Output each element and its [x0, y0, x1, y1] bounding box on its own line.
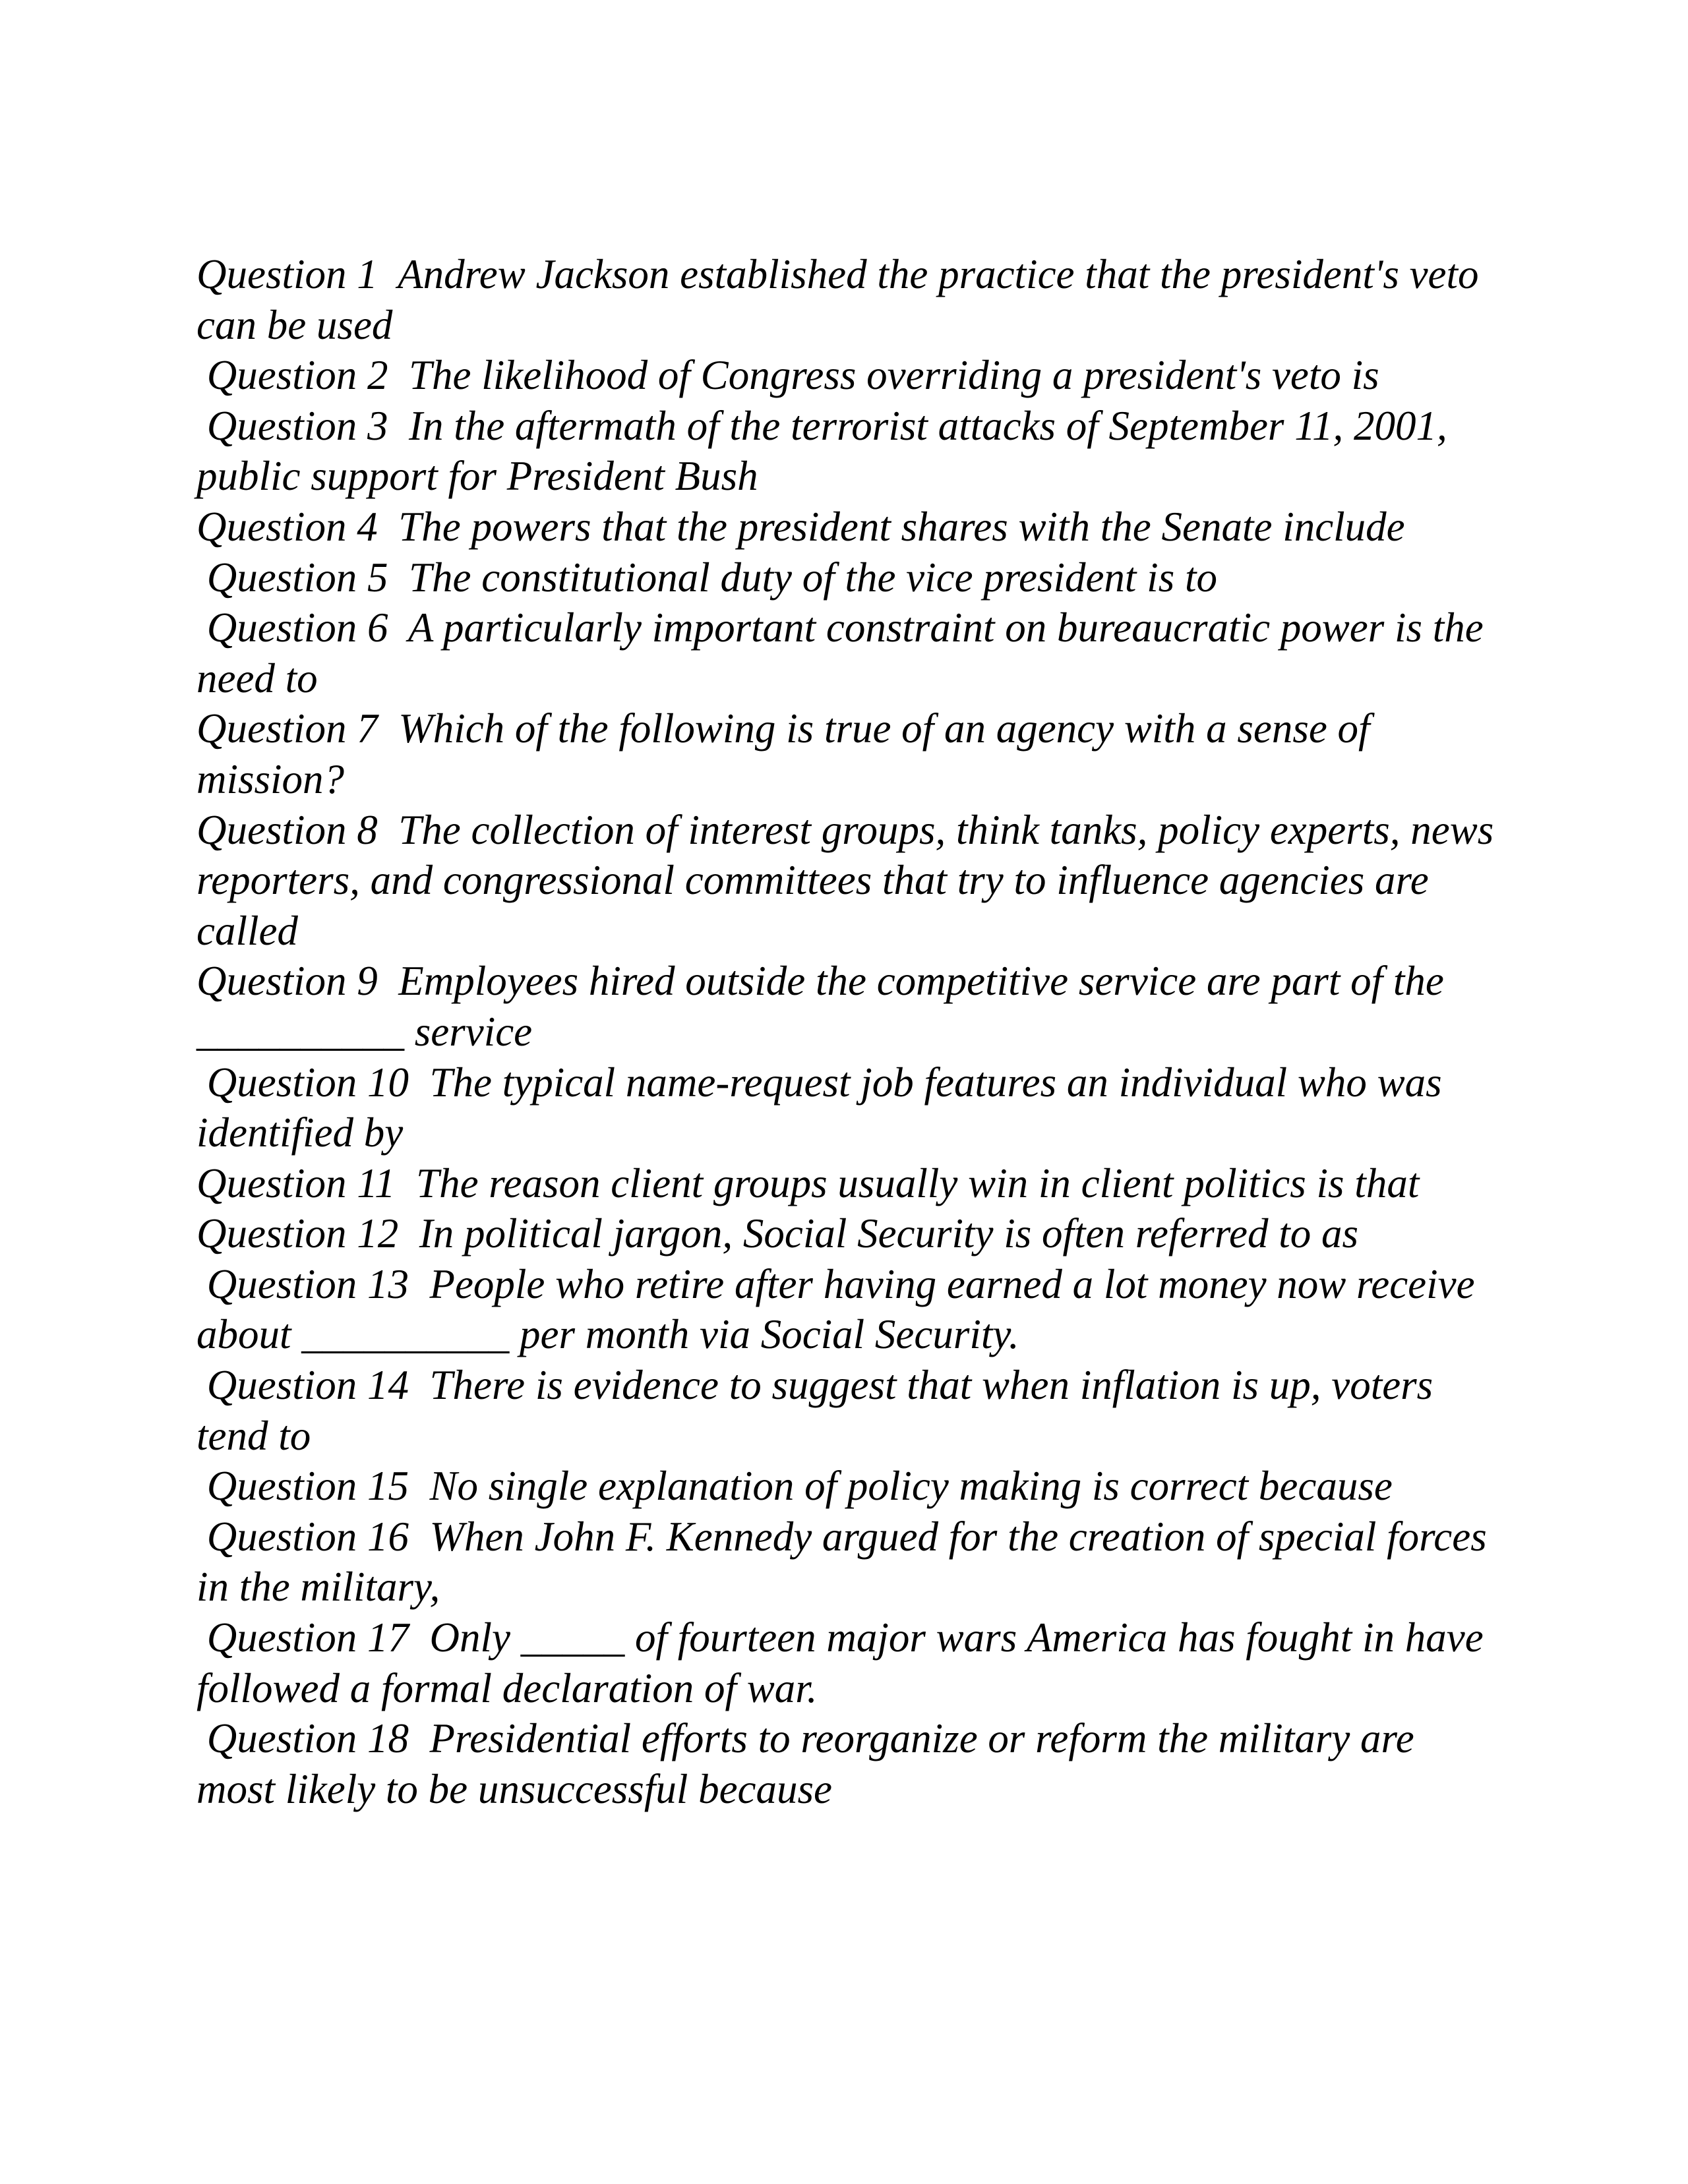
- question-1: Question 1 Andrew Jackson established the practice that the president's veto can be used: [196, 251, 1490, 348]
- question-7: Question 7 Which of the following is true of an agency with a sense of mission?: [196, 705, 1381, 802]
- question-4: Question 4 The powers that the president shares with the Senate include: [196, 503, 1405, 550]
- question-10: Question 10 The typical name-request job features an individual who was identified by: [196, 1059, 1453, 1156]
- question-11: Question 11 The reason client groups usually win in client politics is that: [196, 1160, 1420, 1206]
- question-6: Question 6 A particularly important constraint on bureaucratic power is the need to: [196, 605, 1494, 701]
- question-18: Question 18 Presidential efforts to reorganize or reform the military are most likely to be unsuccessful because: [196, 1715, 1425, 1812]
- question-8: Question 8 The collection of interest groups, think tanks, policy experts, news reporters, and congressional committees that try to influence agencies are called: [196, 806, 1505, 954]
- question-2: Question 2 The likelihood of Congress overriding a president's veto is: [196, 352, 1379, 399]
- question-9: Question 9 Employees hired outside the competitive service are part of the __________ service: [196, 958, 1455, 1055]
- question-14: Question 14 There is evidence to suggest that when inflation is up, voters tend to: [196, 1362, 1443, 1459]
- question-list: [196, 249, 1505, 1814]
- question-15: Question 15 No single explanation of policy making is correct because: [196, 1463, 1393, 1510]
- question-16: Question 16 When John F. Kennedy argued for the creation of special forces in the military,: [196, 1513, 1497, 1610]
- question-17: Question 17 Only _____ of fourteen major wars America has fought in have followed a formal declaration of war.: [196, 1614, 1494, 1711]
- question-5: Question 5 The constitutional duty of the vice president is to: [196, 554, 1217, 601]
- question-3: Question 3 In the aftermath of the terrorist attacks of September 11, 2001, public support for President Bush: [196, 402, 1458, 500]
- question-12: Question 12 In political jargon, Social Security is often referred to as: [196, 1210, 1359, 1257]
- question-13: Question 13 People who retire after having earned a lot money now receive about __________ per month via Social Security.: [196, 1260, 1486, 1358]
